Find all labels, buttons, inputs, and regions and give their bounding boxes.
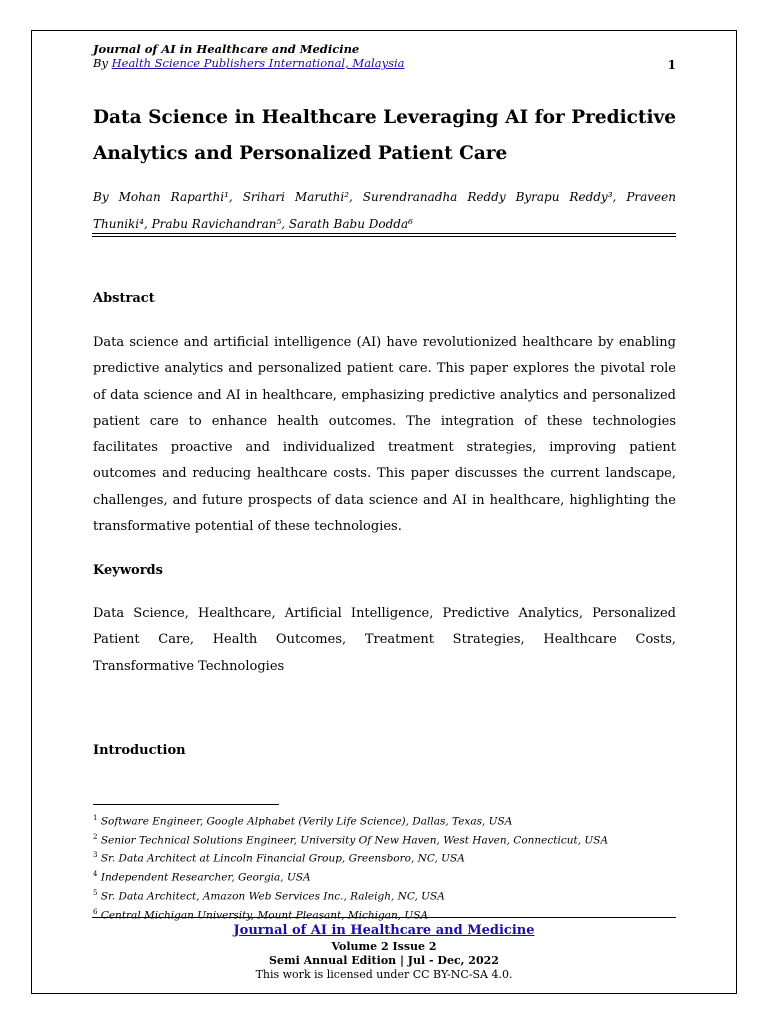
footnote-item: $^1$ Software Engineer, Google Alphabet (Verily Life Science), Dallas, Texas, USA (93, 814, 513, 828)
abstract-heading: Abstract (93, 291, 155, 306)
footer-divider (92, 917, 676, 918)
keywords-heading: Keywords (93, 563, 163, 578)
footer-volume: Volume 2 Issue 2 (331, 940, 437, 953)
footnote-item: $^2$ Senior Technical Solutions Engineer, University Of New Haven, West Haven, Connecticut, USA (93, 832, 609, 847)
page-number: 1 (667, 58, 676, 72)
introduction-heading: Introduction (93, 743, 186, 758)
byline-prefix: By (93, 56, 112, 70)
header-byline (93, 56, 676, 70)
publisher-link[interactable]: Health Science Publishers International, Malaysia (111, 56, 405, 70)
footnote-item: $^3$ Sr. Data Architect at Lincoln Financial Group, Greensboro, NC, USA (93, 851, 465, 865)
paper-title: Data Science in Healthcare Leveraging AI for Predictive Analytics and Personalized Patient Care (93, 107, 676, 164)
keywords-text: Data Science, Healthcare, Artificial Intelligence, Predictive Analytics, Personalized Patient Care, Health Outcomes, Treatment Strategies, Healthcare Costs, Transformative Technologies (93, 606, 676, 674)
footnotes (93, 811, 676, 923)
page-footer (92, 919, 676, 982)
header-journal-name: Journal of AI in Healthcare and Medicine (93, 42, 360, 56)
abstract-text: Data science and artificial intelligence (AI) have revolutionized healthcare by enabling predictive analytics and personalized patient care. This paper explores the pivotal role of data science and AI in healthcare, emphasizing predictive analytics and personalized patient care to enhance health outcomes. The integration of these technologies facilitates proactive and individualized treatment strategies, improving patient outcomes and reducing healthcare costs. This paper discusses the current landscape, challenges, and future prospects of data science and AI in healthcare, highlighting the transformative potential of these technologies. (93, 335, 676, 535)
running-header (93, 42, 676, 70)
footer-license: This work is licensed under CC BY-NC-SA 4.0. (255, 968, 513, 981)
footer-edition: Semi Annual Edition | Jul - Dec, 2022 (269, 954, 499, 967)
footnote-item: $^4$ Independent Researcher, Georgia, USA (93, 870, 311, 884)
footnote-item: $^5$ Sr. Data Architect, Amazon Web Services Inc., Raleigh, NC, USA (93, 888, 445, 903)
title-divider (92, 233, 676, 237)
footnote-item: $^6$ Central Michigan University, Mount Pleasant, Michigan, USA (93, 907, 429, 922)
footer-journal-link[interactable]: Journal of AI in Healthcare and Medicine (233, 923, 535, 938)
footnote-separator (93, 804, 279, 805)
author-list: By Mohan Raparthi¹, Srihari Maruthi², Surendranadha Reddy Byrapu Reddy³, Praveen Thuniki⁴, Prabu Ravichandran⁵, Sarath Babu Dodda⁶ (93, 190, 676, 231)
